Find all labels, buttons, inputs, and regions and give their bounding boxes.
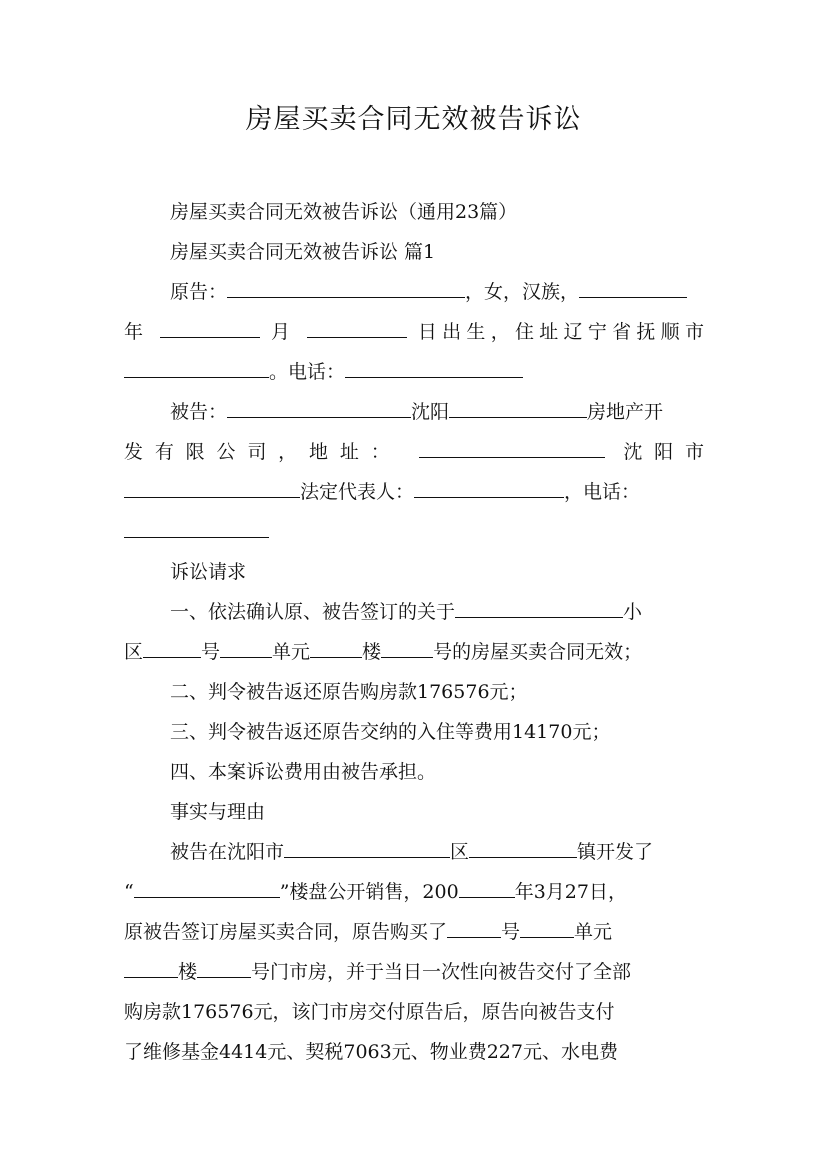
defendant-line-4	[124, 512, 704, 552]
claim-1-line-2	[124, 632, 704, 672]
text: 楼	[178, 961, 198, 983]
document-body	[124, 192, 704, 1072]
text: “	[124, 881, 134, 903]
text: 被告在沈阳市	[170, 841, 285, 863]
text: 四、本案诉讼费用由被告承担。	[170, 761, 437, 783]
text: 被告：	[170, 401, 228, 423]
text: 法定代表人：	[300, 481, 415, 503]
text: 日出生，住址辽宁省抚顺市	[417, 321, 704, 343]
text: 号的房屋买卖合同无效；	[433, 641, 643, 663]
text: 发有限公司，地址：	[124, 441, 402, 463]
text: 号	[501, 921, 521, 943]
text: 房地产开	[587, 401, 664, 423]
facts-line-1	[124, 832, 704, 872]
text: 。电话：	[269, 361, 346, 383]
text: 沈阳	[411, 401, 450, 423]
plaintiff-line-1	[124, 272, 704, 312]
text: 购房款176576元，该门市房交付原告后，原告向被告支付	[124, 1001, 615, 1023]
blank-field	[160, 317, 260, 338]
section-claims	[124, 552, 704, 592]
claim-2	[124, 672, 704, 712]
text: 号	[201, 641, 221, 663]
text: 小	[623, 601, 643, 623]
text: 月	[270, 321, 296, 343]
facts-line-4	[124, 952, 704, 992]
facts-line-2	[124, 872, 704, 912]
section-facts	[124, 792, 704, 832]
document-title: 房屋买卖合同无效被告诉讼	[245, 104, 582, 135]
text: 二、判令被告返还原告购房款176576元；	[170, 681, 528, 703]
blank-field	[284, 837, 450, 858]
text: 区	[450, 841, 470, 863]
text: ”楼盘公开销售，200	[279, 881, 459, 903]
text: 了维修基金4414元、契税7063元、物业费227元、水电费	[124, 1041, 618, 1063]
blank-field	[227, 277, 465, 298]
defendant-line-1	[124, 392, 704, 432]
blank-field	[227, 397, 411, 418]
blank-field	[381, 637, 433, 658]
text: ，女，汉族，	[465, 281, 580, 303]
blank-field	[520, 917, 574, 938]
blank-field	[345, 357, 523, 378]
text: ，电话：	[564, 481, 641, 503]
text: 楼	[362, 641, 382, 663]
blank-field	[469, 837, 577, 858]
claim-1-line-1	[124, 592, 704, 632]
facts-line-5	[124, 992, 704, 1032]
facts-line-3	[124, 912, 704, 952]
blank-field	[134, 877, 280, 898]
blank-field	[449, 397, 587, 418]
text: 年	[124, 321, 149, 343]
blank-field	[124, 357, 269, 378]
text: 一、依法确认原、被告签订的关于	[170, 601, 456, 623]
blank-field	[307, 317, 407, 338]
plaintiff-line-2	[124, 312, 704, 352]
text: 原告：	[170, 281, 228, 303]
blank-field	[455, 597, 623, 618]
blank-field	[419, 437, 605, 458]
facts-line-6	[124, 1032, 704, 1072]
blank-field	[124, 517, 269, 538]
text: 原被告签订房屋买卖合同，原告购买了	[124, 921, 448, 943]
claim-4	[124, 752, 704, 792]
plaintiff-line-3	[124, 352, 704, 392]
blank-field	[310, 637, 362, 658]
blank-field	[459, 877, 515, 898]
text: 沈阳市	[623, 441, 704, 463]
text: 事实与理由	[170, 801, 266, 823]
blank-field	[220, 637, 272, 658]
blank-field	[579, 277, 687, 298]
text: 房屋买卖合同无效被告诉讼 篇1	[170, 241, 436, 263]
blank-field	[124, 477, 300, 498]
text: 单元	[574, 921, 613, 943]
defendant-line-2	[124, 432, 704, 472]
text: 号门市房，并于当日一次性向被告交付了全部	[251, 961, 632, 983]
blank-field	[197, 957, 251, 978]
blank-field	[414, 477, 564, 498]
paragraph-heading	[124, 192, 704, 232]
defendant-line-3	[124, 472, 704, 512]
claim-3	[124, 712, 704, 752]
text: 区	[124, 641, 144, 663]
paragraph-chapter	[124, 232, 704, 272]
text: 房屋买卖合同无效被告诉讼（通用23篇）	[170, 201, 518, 223]
text: 诉讼请求	[170, 561, 247, 583]
text: 镇开发了	[577, 841, 654, 863]
text: 三、判令被告返还原告交纳的入住等费用14170元；	[170, 721, 611, 743]
blank-field	[124, 957, 178, 978]
text: 年3月27日，	[514, 881, 627, 903]
blank-field	[143, 637, 201, 658]
text: 单元	[272, 641, 311, 663]
blank-field	[447, 917, 501, 938]
